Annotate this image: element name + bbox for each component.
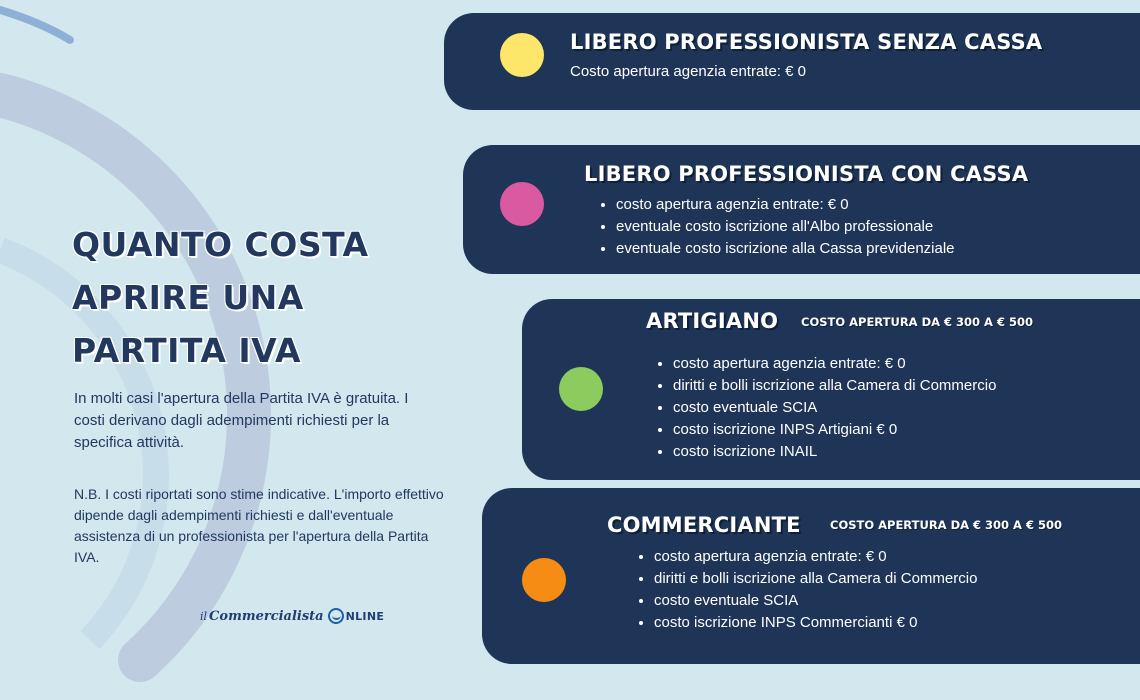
yellow-dot	[500, 33, 544, 77]
list-item: • costo apertura agenzia entrate: € 0	[673, 353, 996, 375]
logo-online: NLINE	[345, 609, 385, 623]
card-artigiano	[522, 299, 1140, 480]
list-item: • costo eventuale SCIA	[654, 590, 977, 612]
cost-range-label: COSTO APERTURA DA € 300 A € 500	[801, 315, 1033, 329]
page-title-line-3: PARTITA IVA	[72, 331, 302, 370]
note-text: N.B. I costi riportati sono stime indicative. L'importo effettivo dipende dagli adempimenti richiesti e dall'eventuale assistenza di un professionista per l'apertura della Partita IVA.	[74, 486, 444, 565]
page-title-line-1: QUANTO COSTA	[72, 225, 369, 264]
brand-logo[interactable]	[200, 606, 384, 626]
list-item: • costo iscrizione INPS Artigiani € 0	[673, 419, 996, 441]
list-item: • costo iscrizione INAIL	[673, 441, 996, 463]
logo-o-icon	[328, 608, 344, 624]
list-item: • costo iscrizione INPS Commercianti € 0	[654, 612, 977, 634]
list-item: • eventuale costo iscrizione all'Albo professionale	[616, 216, 955, 238]
card-items	[653, 353, 996, 463]
card-libero-con-cassa	[463, 145, 1140, 274]
list-item: • diritti e bolli iscrizione alla Camera di Commercio	[673, 375, 996, 397]
page-title	[72, 218, 462, 377]
card-libero-senza-cassa	[444, 13, 1140, 110]
left-panel	[72, 218, 462, 377]
card-cost-line: Costo apertura agenzia entrate: € 0	[570, 63, 806, 80]
logo-il: il	[200, 609, 208, 623]
intro-text: In molti casi l'apertura della Partita IVA è gratuita. I costi derivano dagli adempimenti richiesti per la specifica attività.	[74, 390, 409, 451]
logo-commercialista: Commercialista	[209, 608, 324, 624]
list-item: • diritti e bolli iscrizione alla Camera di Commercio	[654, 568, 977, 590]
orange-dot	[522, 558, 566, 602]
card-commerciante	[482, 488, 1140, 664]
cost-range-label: COSTO APERTURA DA € 300 A € 500	[830, 518, 1062, 532]
card-title: LIBERO PROFESSIONISTA SENZA CASSA	[570, 30, 1043, 54]
pink-dot	[500, 182, 544, 226]
list-item: • costo apertura agenzia entrate: € 0	[654, 546, 977, 568]
card-title: COMMERCIANTE	[607, 513, 801, 537]
card-title: ARTIGIANO	[646, 309, 779, 333]
list-item: • eventuale costo iscrizione alla Cassa previdenziale	[616, 238, 955, 260]
page-title-line-2: APRIRE UNA	[72, 278, 304, 317]
card-items	[634, 546, 977, 634]
list-item: • costo apertura agenzia entrate: € 0	[616, 194, 955, 216]
list-item: • costo eventuale SCIA	[673, 397, 996, 419]
card-items	[596, 194, 955, 260]
green-dot	[559, 367, 603, 411]
card-title: LIBERO PROFESSIONISTA CON CASSA	[584, 162, 1029, 186]
